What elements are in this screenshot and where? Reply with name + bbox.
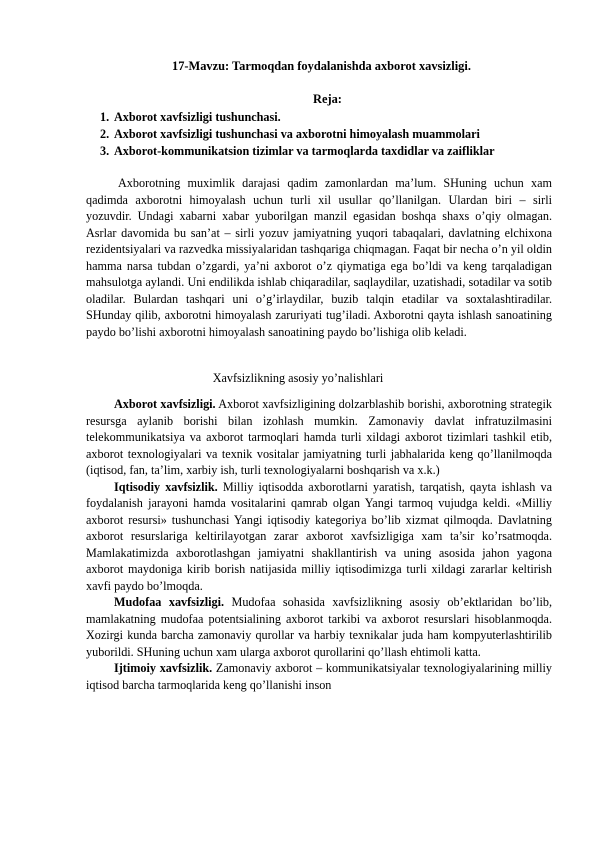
plan-item-number: 1. bbox=[100, 110, 110, 124]
plan-item-text: Axborot xavfsizligi tushunchasi. bbox=[114, 110, 281, 124]
paragraph-term: Iqtisodiy xavfsizlik. bbox=[114, 479, 218, 494]
paragraph-term: Ijtimoiy xavfsizlik. bbox=[114, 661, 213, 675]
paragraph-term: Axborot xavfsizligi. bbox=[114, 397, 216, 411]
paragraph-defense-security bbox=[86, 594, 552, 660]
plan-item-number: 3. bbox=[100, 144, 110, 158]
plan-heading: Reja: bbox=[313, 92, 342, 106]
paragraph-text: Axborot xavfsizligining dolzarblashib borishi, axborotning strategik resursga aylanib borishi bilan izohlash mumkin. Zamonaviy davlat infratuzilmasini telekommunikatsiya va axborot tarmoqlari hamda turli xildagi axborot tizimlari tashkil etib, axborot texnologiyalari va texnik vositalar jamiyatning turli jabhalarida keng qo’llanilmoqda (iqtisod, fan, ta’lim, xarbiy ish, turli texnologiyalarni boshqarish va x.k.) bbox=[86, 397, 552, 477]
paragraph-text: Milliy iqtisodda axborotlarni yaratish, tarqatish, qayta ishlash va foydalanish jarayoni hamda vositalarini qamrab olgan Yangi tarmoq vujudga keldi. «Milliy axborot resursi» tushunchasi Yangi iqtisodiy kategoriya bo’lib xizmat qilmoqda. Davlatning axborot resurslariga keltirilayotgan zarar axborot xavfsizligiga xam ta’sir ko’rsatmoqda. Mamlakatimizda axborotlashgan jamiyatni shakllantirish va uning asosida jahon yagona axborot maydoniga kirib borish natijasida milliy iqtisodimizga turli xildagi zararlar keltirish xavfi paydo bo’lmoqda. bbox=[86, 479, 552, 593]
intro-section bbox=[86, 175, 552, 340]
paragraph-text: Zamonaviy axborot – kommunikatsiyalar texnologiyalarining milliy iqtisod barcha tarmoqlarida keng qo’llanishi inson bbox=[86, 661, 552, 692]
content-section bbox=[86, 396, 552, 693]
intro-paragraph: Axborotning muximlik darajasi qadim zamonlardan ma’lum. SHuning uchun xam qadimda axborotni himoyalash uchun turli xil usullar qo’llanilgan. Ulardan biri – sirli yozuvdir. Undagi xabarni xabar yuborilgan manzil egasidan boshqa shaxs o’qiy olmagan. Asrlar davomida bu san’at – sirli yozuv jamiyatning yuqori tabaqalari, davlatning elchixona rezidentsiyalari va razvedka missiyalaridan tashqariga chiqmagan. Faqat bir necha o’n yil oldin hamma narsa tubdan o’zgardi, ya’ni axborot o’z qiymatiga ega bo’ldi va keng tarqaladigan mahsulotga aylandi. Uni endilikda ishlab chiqaradilar, saqlaydilar, uzatishadi, sotadilar va sotib oladilar. Bulardan tashqari uni o’g’irlaydilar, buzib talqin etadilar va soxtalashtiradilar. SHunday qilib, axborotni himoyalash zaruriyati tug’iladi. Axborotni qayta ishlash sanoatining paydo bo’lishi axborotni himoyalash sanoatining paydo bo’lishiga olib keladi. bbox=[86, 176, 552, 339]
plan-item bbox=[100, 143, 495, 160]
section-heading: Xavfsizlikning asosiy yo’nalishlari bbox=[212, 371, 384, 385]
paragraph-economic-security bbox=[86, 479, 552, 595]
plan-item-text: Axborot xavfsizligi tushunchasi va axborotni himoyalash muammolari bbox=[114, 127, 480, 141]
paragraph-text: Mudofaa sohasida xavfsizlikning asosiy ob’ektlaridan bo’lib, mamlakatning mudofaa potentsialining axborot tarkibi va axborot resurslari hisoblanmoqda. Xozirgi kunda barcha zamonaviy qurollar va harbiy texnikalar juda ham kompyuterlashtirilib yuborildi. SHuning uchun xam ularga axborot qurollarini qo’llash ehtimoli katta. bbox=[86, 595, 553, 659]
plan-item bbox=[100, 109, 495, 126]
paragraph-social-security bbox=[86, 660, 552, 693]
plan-list bbox=[100, 109, 495, 160]
plan-item-text: Axborot-kommunikatsion tizimlar va tarmoqlarda taxdidlar va zaifliklar bbox=[114, 144, 495, 158]
plan-item-number: 2. bbox=[100, 127, 110, 141]
plan-item bbox=[100, 126, 495, 143]
paragraph-information-security bbox=[86, 396, 552, 479]
document-title: 17-Mavzu: Tarmoqdan foydalanishda axborot xavsizligi. bbox=[172, 59, 471, 73]
paragraph-term: Mudofaa xavfsizligi. bbox=[114, 595, 225, 609]
